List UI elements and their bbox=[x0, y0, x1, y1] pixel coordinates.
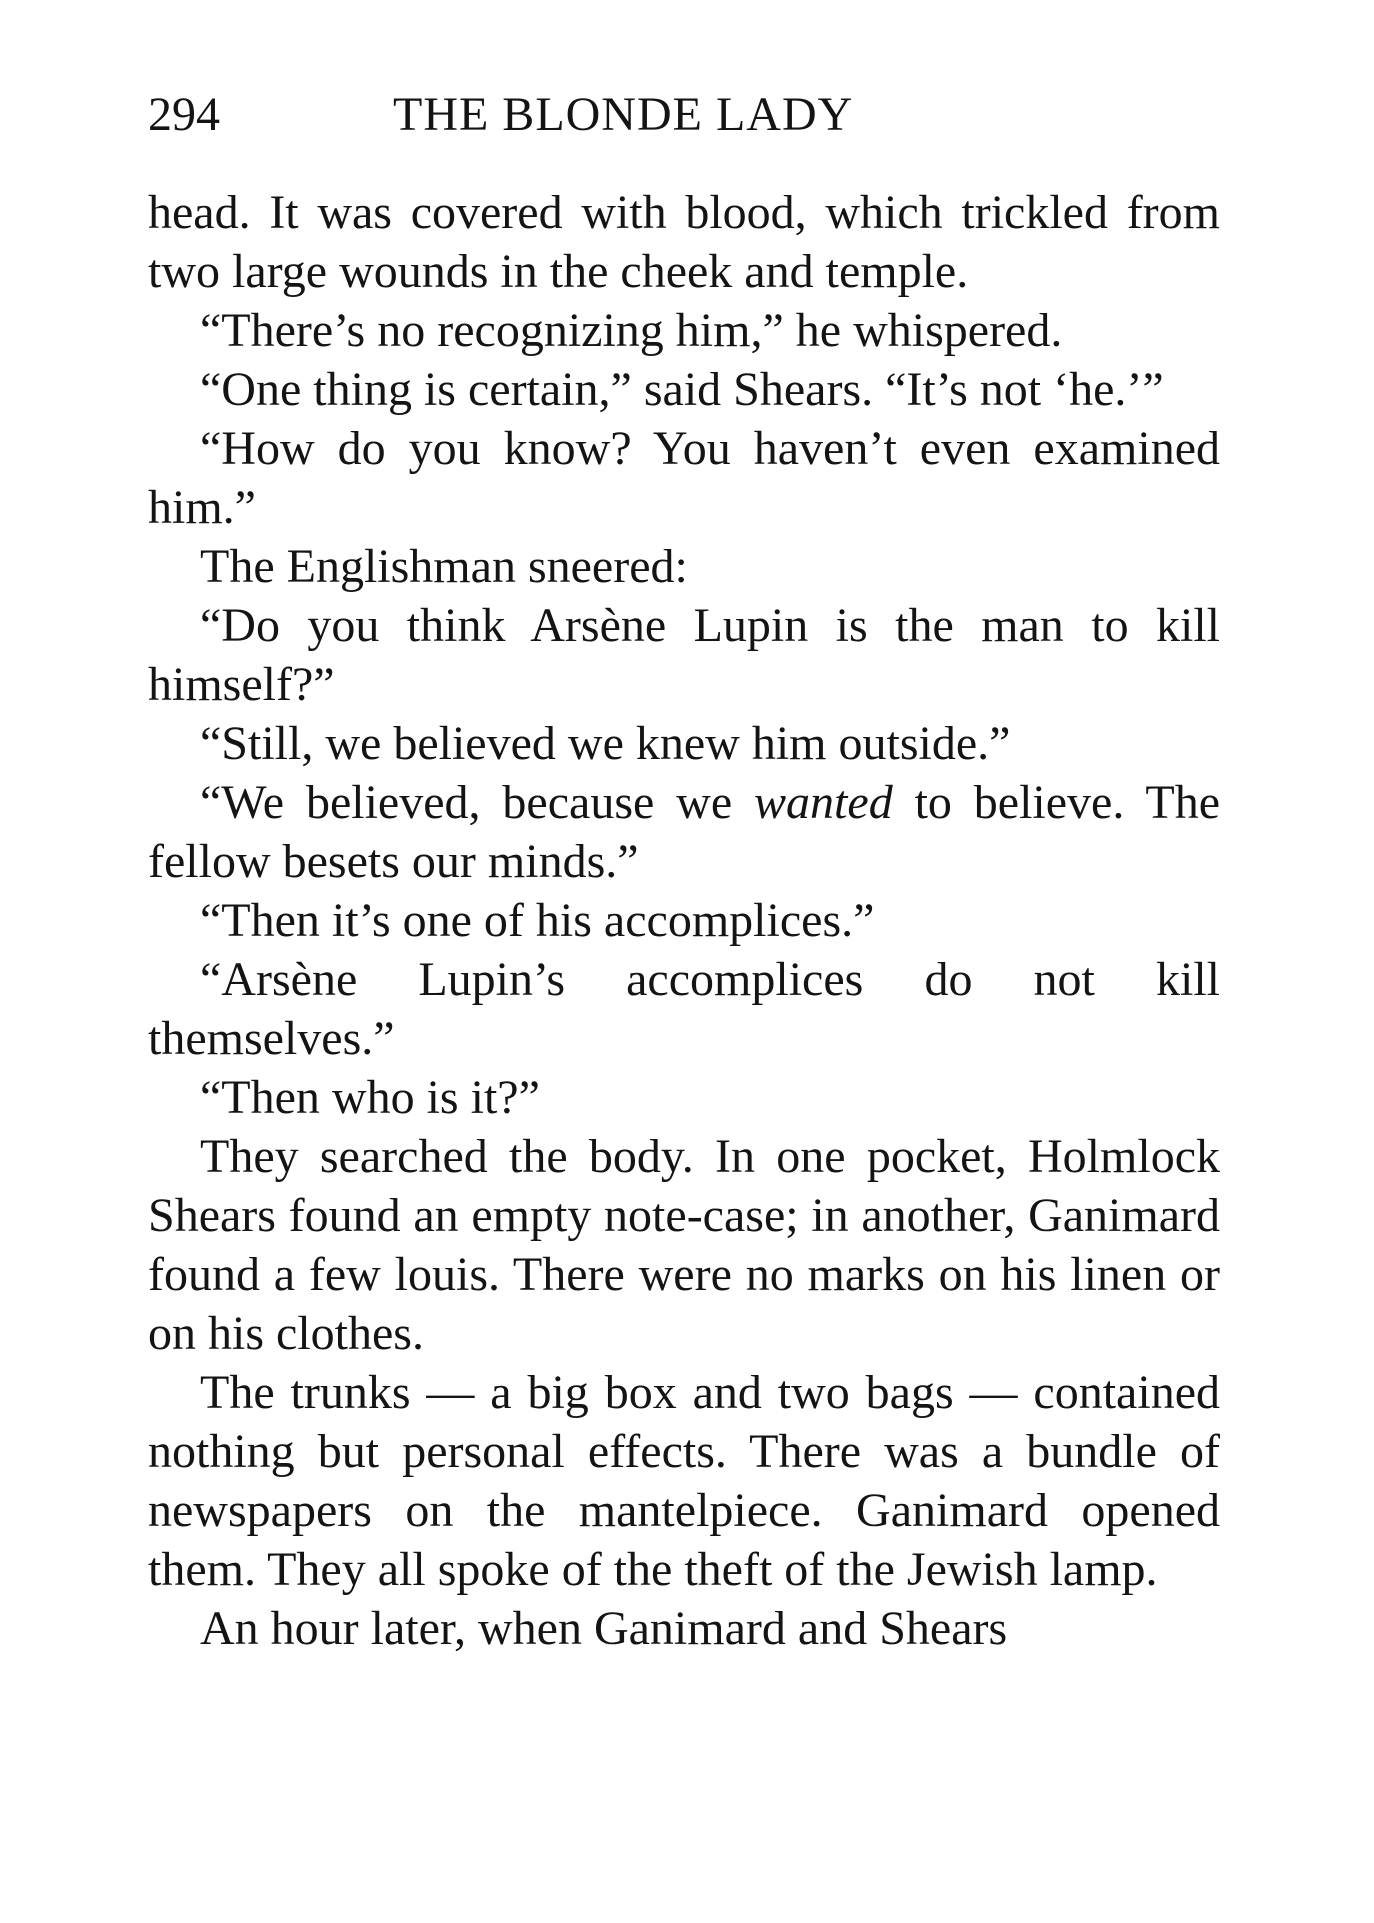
paragraph-10: “Arsène Lupin’s accomplices do not kill themselves.” bbox=[148, 953, 1220, 1065]
paragraph-12: They searched the body. In one pocket, Holmlock Shears found an empty note-case; in another, Ganimard found a few louis. There were no marks on his linen or on his clothes. bbox=[148, 1130, 1220, 1360]
paragraph-6: “Do you think Arsène Lupin is the man to kill himself?” bbox=[148, 599, 1220, 711]
paragraph-13: The trunks — a big box and two bags — contained nothing but personal effects. There was a bundle of newspapers on the mantelpiece. Ganimard opened them. They all spoke of the theft of the Jewish lamp. bbox=[148, 1366, 1220, 1596]
paragraph-9: “Then it’s one of his accomplices.” bbox=[200, 894, 875, 947]
paragraph-8 bbox=[148, 773, 1220, 891]
paragraph-4: “How do you know? You haven’t even examined him.” bbox=[148, 422, 1220, 534]
paragraph-1: head. It was covered with blood, which trickled from two large wounds in the cheek and temple. bbox=[148, 186, 1220, 298]
emphasis-wanted: wanted bbox=[754, 776, 893, 829]
running-title: THE BLONDE LADY bbox=[393, 88, 854, 141]
paragraph-5: The Englishman sneered: bbox=[200, 540, 688, 593]
running-head bbox=[148, 80, 1223, 150]
paragraph-14: An hour later, when Ganimard and Shears bbox=[200, 1602, 1008, 1655]
paragraph-8-after: to believe. The fellow besets our minds.” bbox=[148, 776, 1220, 888]
paragraph-11: “Then who is it?” bbox=[200, 1071, 540, 1124]
paragraph-3: “One thing is certain,” said Shears. “It’s not ‘he.’” bbox=[200, 363, 1164, 416]
page-number: 294 bbox=[148, 88, 220, 141]
paragraph-7: “Still, we believed we knew him outside.” bbox=[200, 717, 1011, 770]
paragraph-2: “There’s no recognizing him,” he whispered. bbox=[200, 304, 1063, 357]
paragraph-8-before: “We believed, because we bbox=[200, 776, 755, 829]
body-text bbox=[148, 183, 1220, 1658]
